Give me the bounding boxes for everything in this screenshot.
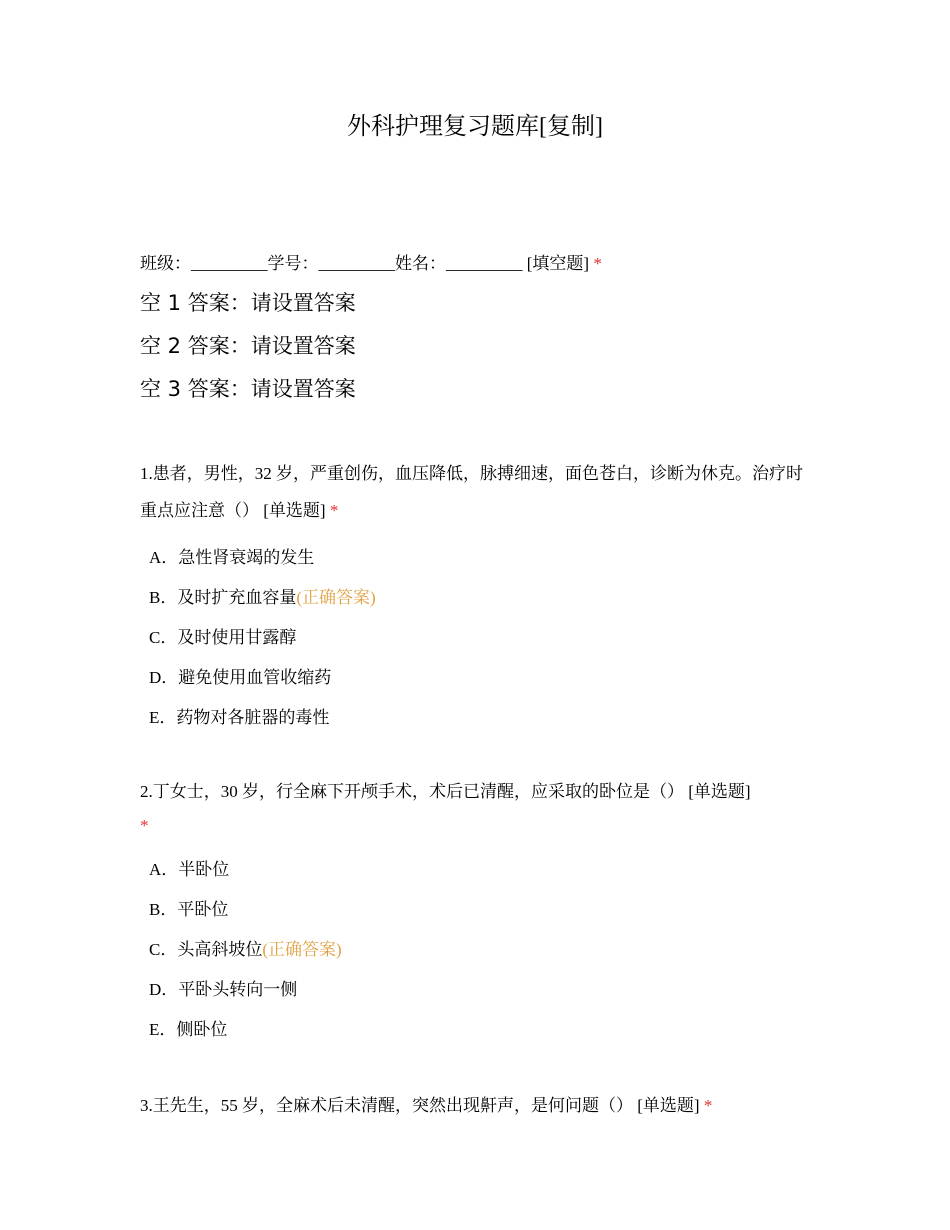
question-text: 3.王先生，55 岁，全麻术后未清醒，突然出现鼾声，是何问题（） [单选题] <box>140 1096 700 1115</box>
question-1 <box>140 455 815 529</box>
fill-in-question-text: 班级：_________学号：_________姓名：_________ [填空题] <box>140 254 590 273</box>
page-title: 外科护理复习题库[复制] <box>347 114 603 140</box>
question-3 <box>140 1087 815 1124</box>
required-mark: * <box>703 1096 713 1115</box>
option-e: E．侧卧位 <box>149 1020 228 1039</box>
option-c: C．及时使用甘露醇 <box>149 628 297 647</box>
required-mark: * <box>140 816 149 835</box>
option-b: B．平卧位 <box>149 900 229 919</box>
blank-answer-3: 空 3 答案：请设置答案 <box>140 377 356 401</box>
required-mark: * <box>593 254 602 273</box>
required-mark: * <box>329 501 339 520</box>
option-a: A．急性肾衰竭的发生 <box>149 548 315 567</box>
option-e: E．药物对各脏器的毒性 <box>149 708 330 727</box>
question-text: 2.丁女士，30 岁，行全麻下开颅手术，术后已清醒，应采取的卧位是（） [单选题] <box>140 782 751 801</box>
fill-in-question <box>140 252 820 276</box>
option-c <box>149 938 342 962</box>
question-2 <box>140 775 815 843</box>
blank-answer-1: 空 1 答案：请设置答案 <box>140 291 356 315</box>
correct-answer-label: (正确答案) <box>262 940 342 959</box>
option-d: D．避免使用血管收缩药 <box>149 668 332 687</box>
option-d: D．平卧头转向一侧 <box>149 980 298 999</box>
option-a: A．半卧位 <box>149 860 230 879</box>
option-text: C．头高斜坡位 <box>149 940 263 959</box>
question-text: 1.患者，男性，32 岁，严重创伤，血压降低，脉搏细速，面色苍白，诊断为休克。治疗时重点应注意（） [单选题] <box>140 464 803 520</box>
blank-answer-2: 空 2 答案：请设置答案 <box>140 334 356 358</box>
option-b <box>149 586 376 610</box>
option-text: B．及时扩充血容量 <box>149 588 297 607</box>
correct-answer-label: (正确答案) <box>296 588 376 607</box>
